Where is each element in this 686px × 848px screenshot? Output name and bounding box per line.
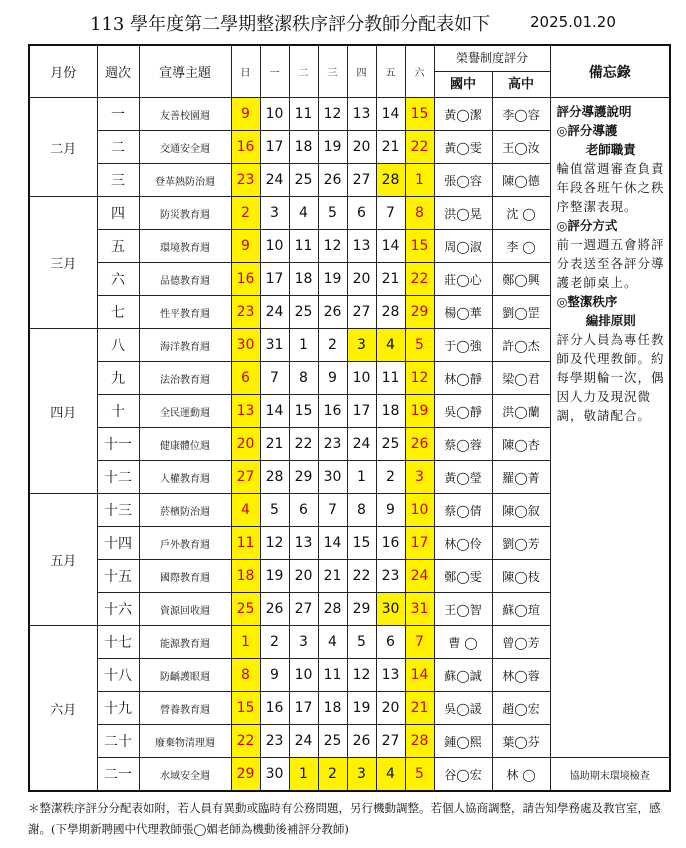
week-cell: 二 xyxy=(97,131,139,164)
junior-teacher-cell: 于◯強 xyxy=(434,329,492,362)
week-cell: 十 xyxy=(97,395,139,428)
junior-teacher-cell: 洪◯晃 xyxy=(434,197,492,230)
theme-cell: 登革熱防治週 xyxy=(139,164,231,197)
day-cell: 2 xyxy=(260,626,289,659)
day-cell: 21 xyxy=(376,131,405,164)
day-cell: 14 xyxy=(376,230,405,263)
remarks-sec3-title2: 編排原則 xyxy=(585,313,636,328)
theme-cell: 健康體位週 xyxy=(139,428,231,461)
week-cell: 四 xyxy=(97,197,139,230)
day-cell: 12 xyxy=(260,527,289,560)
junior-teacher-cell: 黃◯瑩 xyxy=(434,461,492,494)
theme-cell: 全民運動週 xyxy=(139,395,231,428)
day-cell: 29 xyxy=(231,758,260,792)
header-day-sun: 日 xyxy=(231,45,260,98)
week-cell: 八 xyxy=(97,329,139,362)
day-cell: 18 xyxy=(318,692,347,725)
week-cell: 一 xyxy=(97,98,139,131)
senior-teacher-cell: 劉◯罡 xyxy=(492,296,550,329)
day-cell: 12 xyxy=(318,98,347,131)
junior-teacher-cell: 楊◯華 xyxy=(434,296,492,329)
day-cell: 20 xyxy=(289,560,318,593)
week-cell: 十九 xyxy=(97,692,139,725)
remarks-sec2-title: ◎評分方式 xyxy=(556,218,618,233)
footnote: ＊整潔秩序評分分配表如附，若人員有異動或臨時有公務問題，另行機動調整。若個人協商調整，請告知學務處及教官室，感謝。(下學期新聘國中代理教師張◯媚老師為機動後補評分教師) xyxy=(28,801,661,836)
junior-teacher-cell: 鄭◯雯 xyxy=(434,560,492,593)
day-cell: 11 xyxy=(376,362,405,395)
senior-teacher-cell: 陳◯枝 xyxy=(492,560,550,593)
day-cell: 27 xyxy=(376,725,405,758)
day-cell: 4 xyxy=(376,329,405,362)
senior-teacher-cell: 曾◯芳 xyxy=(492,626,550,659)
theme-cell: 廢棄物清理週 xyxy=(139,725,231,758)
remarks-sec1-body: 輪值當週審查負責年段各班午休之秩序整潔表現。 xyxy=(556,161,665,214)
day-cell: 30 xyxy=(376,593,405,626)
day-cell: 4 xyxy=(289,197,318,230)
day-cell: 18 xyxy=(376,395,405,428)
day-cell: 17 xyxy=(405,527,434,560)
week-cell: 十七 xyxy=(97,626,139,659)
day-cell: 26 xyxy=(318,164,347,197)
day-cell: 10 xyxy=(260,98,289,131)
month-cell: 二月 xyxy=(29,98,97,197)
day-cell: 2 xyxy=(231,197,260,230)
day-cell: 24 xyxy=(347,428,376,461)
title-row xyxy=(0,8,686,38)
day-cell: 11 xyxy=(289,98,318,131)
month-cell: 四月 xyxy=(29,329,97,494)
theme-cell: 營養教育週 xyxy=(139,692,231,725)
table-row xyxy=(29,98,670,131)
day-cell: 9 xyxy=(231,230,260,263)
day-cell: 4 xyxy=(318,626,347,659)
day-cell: 5 xyxy=(260,494,289,527)
week-cell: 六 xyxy=(97,263,139,296)
day-cell: 11 xyxy=(318,659,347,692)
day-cell: 1 xyxy=(289,758,318,792)
day-cell: 1 xyxy=(347,461,376,494)
day-cell: 27 xyxy=(347,164,376,197)
day-cell: 1 xyxy=(405,164,434,197)
day-cell: 24 xyxy=(260,164,289,197)
day-cell: 5 xyxy=(405,758,434,792)
day-cell: 3 xyxy=(289,626,318,659)
day-cell: 12 xyxy=(347,659,376,692)
week-cell: 十五 xyxy=(97,560,139,593)
theme-cell: 交通安全週 xyxy=(139,131,231,164)
day-cell: 26 xyxy=(405,428,434,461)
senior-teacher-cell: 趙◯宏 xyxy=(492,692,550,725)
header-day-mon: 一 xyxy=(260,45,289,98)
junior-teacher-cell: 林◯伶 xyxy=(434,527,492,560)
remarks-cell xyxy=(550,98,670,758)
day-cell: 30 xyxy=(260,758,289,792)
day-cell: 22 xyxy=(405,263,434,296)
day-cell: 31 xyxy=(405,593,434,626)
day-cell: 10 xyxy=(289,659,318,692)
day-cell: 25 xyxy=(318,725,347,758)
day-cell: 20 xyxy=(376,692,405,725)
day-cell: 11 xyxy=(289,230,318,263)
day-cell: 27 xyxy=(231,461,260,494)
day-cell: 3 xyxy=(260,197,289,230)
day-cell: 7 xyxy=(405,626,434,659)
day-cell: 6 xyxy=(289,494,318,527)
day-cell: 15 xyxy=(405,230,434,263)
week-cell: 三 xyxy=(97,164,139,197)
week-cell: 二十 xyxy=(97,725,139,758)
day-cell: 16 xyxy=(376,527,405,560)
day-cell: 22 xyxy=(231,725,260,758)
day-cell: 17 xyxy=(260,263,289,296)
junior-teacher-cell: 蔡◯倩 xyxy=(434,494,492,527)
junior-teacher-cell: 張◯容 xyxy=(434,164,492,197)
day-cell: 28 xyxy=(376,164,405,197)
day-cell: 16 xyxy=(260,692,289,725)
remarks-sec3-title: ◎整潔秩序 xyxy=(556,294,618,309)
junior-teacher-cell: 吳◯諼 xyxy=(434,692,492,725)
junior-teacher-cell: 蘇◯誠 xyxy=(434,659,492,692)
day-cell: 4 xyxy=(376,758,405,792)
week-cell: 十三 xyxy=(97,494,139,527)
month-cell: 六月 xyxy=(29,626,97,792)
day-cell: 2 xyxy=(318,758,347,792)
week-cell: 十八 xyxy=(97,659,139,692)
day-cell: 6 xyxy=(347,197,376,230)
month-cell: 五月 xyxy=(29,494,97,626)
day-cell: 19 xyxy=(405,395,434,428)
day-cell: 9 xyxy=(376,494,405,527)
day-cell: 14 xyxy=(376,98,405,131)
week-cell: 十六 xyxy=(97,593,139,626)
day-cell: 13 xyxy=(231,395,260,428)
day-cell: 4 xyxy=(231,494,260,527)
week-cell: 十二 xyxy=(97,461,139,494)
day-cell: 13 xyxy=(347,98,376,131)
senior-teacher-cell: 陳◯叙 xyxy=(492,494,550,527)
week-cell: 七 xyxy=(97,296,139,329)
senior-teacher-cell: 蘇◯瑄 xyxy=(492,593,550,626)
month-cell: 三月 xyxy=(29,197,97,329)
day-cell: 5 xyxy=(318,197,347,230)
day-cell: 24 xyxy=(405,560,434,593)
junior-teacher-cell: 吳◯靜 xyxy=(434,395,492,428)
day-cell: 21 xyxy=(318,560,347,593)
theme-cell: 海洋教育週 xyxy=(139,329,231,362)
page-date: 2025.01.20 xyxy=(530,13,616,31)
day-cell: 28 xyxy=(260,461,289,494)
day-cell: 5 xyxy=(347,626,376,659)
theme-cell: 防齲護眼週 xyxy=(139,659,231,692)
day-cell: 20 xyxy=(347,131,376,164)
header-day-wed: 三 xyxy=(318,45,347,98)
junior-teacher-cell: 蔡◯蓉 xyxy=(434,428,492,461)
remarks-sec1-title: ◎評分導護 xyxy=(556,123,618,138)
day-cell: 26 xyxy=(260,593,289,626)
day-cell: 15 xyxy=(289,395,318,428)
header-month: 月份 xyxy=(29,45,97,98)
day-cell: 29 xyxy=(289,461,318,494)
day-cell: 18 xyxy=(231,560,260,593)
day-cell: 12 xyxy=(405,362,434,395)
senior-teacher-cell: 鄭◯興 xyxy=(492,263,550,296)
day-cell: 9 xyxy=(318,362,347,395)
day-cell: 28 xyxy=(318,593,347,626)
day-cell: 23 xyxy=(318,428,347,461)
page-title: 113 學年度第二學期整潔秩序評分教師分配表如下 xyxy=(90,14,491,35)
header-honor-title: 榮譽制度評分 xyxy=(435,46,550,72)
day-cell: 22 xyxy=(347,560,376,593)
senior-teacher-cell: 王◯汝 xyxy=(492,131,550,164)
day-cell: 25 xyxy=(376,428,405,461)
week-cell: 十一 xyxy=(97,428,139,461)
theme-cell: 菸檳防治週 xyxy=(139,494,231,527)
senior-teacher-cell: 陳◯德 xyxy=(492,164,550,197)
day-cell: 13 xyxy=(376,659,405,692)
senior-teacher-cell: 許◯杰 xyxy=(492,329,550,362)
junior-teacher-cell: 鍾◯熙 xyxy=(434,725,492,758)
day-cell: 16 xyxy=(231,263,260,296)
day-cell: 25 xyxy=(289,296,318,329)
header-week: 週次 xyxy=(97,45,139,98)
theme-cell: 法治教育週 xyxy=(139,362,231,395)
day-cell: 21 xyxy=(260,428,289,461)
day-cell: 27 xyxy=(347,296,376,329)
day-cell: 1 xyxy=(289,329,318,362)
remarks-sec1-title2: 老師職責 xyxy=(585,142,636,157)
day-cell: 3 xyxy=(405,461,434,494)
day-cell: 22 xyxy=(289,428,318,461)
header-row xyxy=(29,45,670,98)
header-junior: 國中 xyxy=(435,72,493,97)
day-cell: 7 xyxy=(376,197,405,230)
day-cell: 18 xyxy=(289,263,318,296)
senior-teacher-cell: 李◯容 xyxy=(492,98,550,131)
theme-cell: 國際教育週 xyxy=(139,560,231,593)
week-cell: 十四 xyxy=(97,527,139,560)
day-cell: 1 xyxy=(231,626,260,659)
day-cell: 17 xyxy=(260,131,289,164)
day-cell: 27 xyxy=(289,593,318,626)
junior-teacher-cell: 莊◯心 xyxy=(434,263,492,296)
day-cell: 24 xyxy=(289,725,318,758)
day-cell: 5 xyxy=(405,329,434,362)
theme-cell: 資源回收週 xyxy=(139,593,231,626)
last-row-note: 協助期末環境檢查 xyxy=(550,758,670,792)
junior-teacher-cell: 林◯靜 xyxy=(434,362,492,395)
day-cell: 23 xyxy=(376,560,405,593)
day-cell: 29 xyxy=(405,296,434,329)
junior-teacher-cell: 曹 ◯ xyxy=(434,626,492,659)
day-cell: 3 xyxy=(347,329,376,362)
header-senior: 高中 xyxy=(508,77,535,92)
day-cell: 30 xyxy=(231,329,260,362)
junior-teacher-cell: 周◯淑 xyxy=(434,230,492,263)
header-day-sat: 六 xyxy=(405,45,434,98)
day-cell: 14 xyxy=(405,659,434,692)
theme-cell: 友善校園週 xyxy=(139,98,231,131)
day-cell: 19 xyxy=(347,692,376,725)
junior-teacher-cell: 黃◯雯 xyxy=(434,131,492,164)
day-cell: 26 xyxy=(347,725,376,758)
day-cell: 25 xyxy=(289,164,318,197)
day-cell: 11 xyxy=(231,527,260,560)
day-cell: 13 xyxy=(347,230,376,263)
day-cell: 10 xyxy=(260,230,289,263)
schedule-table xyxy=(28,44,671,792)
day-cell: 7 xyxy=(318,494,347,527)
day-cell: 14 xyxy=(260,395,289,428)
day-cell: 8 xyxy=(347,494,376,527)
day-cell: 29 xyxy=(347,593,376,626)
theme-cell: 能源教育週 xyxy=(139,626,231,659)
day-cell: 20 xyxy=(347,263,376,296)
day-cell: 8 xyxy=(231,659,260,692)
remarks-heading: 評分導護說明 xyxy=(556,104,632,119)
day-cell: 19 xyxy=(260,560,289,593)
day-cell: 31 xyxy=(260,329,289,362)
senior-teacher-cell: 羅◯菁 xyxy=(492,461,550,494)
day-cell: 28 xyxy=(376,296,405,329)
day-cell: 23 xyxy=(231,296,260,329)
header-honor xyxy=(434,45,550,98)
day-cell: 18 xyxy=(289,131,318,164)
week-cell: 九 xyxy=(97,362,139,395)
day-cell: 2 xyxy=(318,329,347,362)
day-cell: 17 xyxy=(289,692,318,725)
day-cell: 16 xyxy=(231,131,260,164)
senior-teacher-cell: 洪◯蘭 xyxy=(492,395,550,428)
senior-teacher-cell: 劉◯芳 xyxy=(492,527,550,560)
senior-teacher-cell: 葉◯芬 xyxy=(492,725,550,758)
remarks-sec2-body: 前一週週五會將評分表送至各評分導護老師桌上。 xyxy=(556,237,665,290)
day-cell: 6 xyxy=(231,362,260,395)
header-theme: 宣導主題 xyxy=(139,45,231,98)
day-cell: 19 xyxy=(318,263,347,296)
day-cell: 3 xyxy=(347,758,376,792)
theme-cell: 防災教育週 xyxy=(139,197,231,230)
day-cell: 10 xyxy=(347,362,376,395)
theme-cell: 性平教育週 xyxy=(139,296,231,329)
senior-teacher-cell: 林 ◯ xyxy=(492,758,550,792)
day-cell: 15 xyxy=(405,98,434,131)
junior-teacher-cell: 王◯智 xyxy=(434,593,492,626)
day-cell: 21 xyxy=(405,692,434,725)
day-cell: 20 xyxy=(231,428,260,461)
header-day-fri: 五 xyxy=(376,45,405,98)
day-cell: 9 xyxy=(231,98,260,131)
senior-teacher-cell: 林◯蓉 xyxy=(492,659,550,692)
senior-teacher-cell: 沈 ◯ xyxy=(492,197,550,230)
header-remarks: 備忘錄 xyxy=(550,45,670,98)
table-row xyxy=(29,758,670,792)
day-cell: 10 xyxy=(405,494,434,527)
senior-teacher-cell: 李 ◯ xyxy=(492,230,550,263)
day-cell: 15 xyxy=(231,692,260,725)
junior-teacher-cell: 黃◯潔 xyxy=(434,98,492,131)
day-cell: 13 xyxy=(289,527,318,560)
week-cell: 二一 xyxy=(97,758,139,792)
day-cell: 19 xyxy=(318,131,347,164)
day-cell: 25 xyxy=(231,593,260,626)
day-cell: 24 xyxy=(260,296,289,329)
theme-cell: 水域安全週 xyxy=(139,758,231,792)
junior-teacher-cell: 谷◯宏 xyxy=(434,758,492,792)
senior-teacher-cell: 陳◯杏 xyxy=(492,428,550,461)
day-cell: 12 xyxy=(318,230,347,263)
day-cell: 17 xyxy=(347,395,376,428)
theme-cell: 人權教育週 xyxy=(139,461,231,494)
day-cell: 16 xyxy=(318,395,347,428)
theme-cell: 環境教育週 xyxy=(139,230,231,263)
day-cell: 2 xyxy=(376,461,405,494)
day-cell: 21 xyxy=(376,263,405,296)
day-cell: 15 xyxy=(347,527,376,560)
day-cell: 23 xyxy=(260,725,289,758)
day-cell: 8 xyxy=(289,362,318,395)
day-cell: 22 xyxy=(405,131,434,164)
header-day-thu: 四 xyxy=(347,45,376,98)
day-cell: 30 xyxy=(318,461,347,494)
day-cell: 6 xyxy=(376,626,405,659)
senior-teacher-cell: 梁◯君 xyxy=(492,362,550,395)
theme-cell: 品德教育週 xyxy=(139,263,231,296)
day-cell: 23 xyxy=(231,164,260,197)
theme-cell: 戶外教育週 xyxy=(139,527,231,560)
day-cell: 9 xyxy=(260,659,289,692)
day-cell: 7 xyxy=(260,362,289,395)
day-cell: 26 xyxy=(318,296,347,329)
day-cell: 28 xyxy=(405,725,434,758)
week-cell: 五 xyxy=(97,230,139,263)
remarks-sec3-body: 評分人員為專任教師及代理教師。約每學期輪一次，偶因人力及現況微調，敬請配合。 xyxy=(556,332,665,423)
day-cell: 8 xyxy=(405,197,434,230)
header-day-tue: 二 xyxy=(289,45,318,98)
day-cell: 14 xyxy=(318,527,347,560)
